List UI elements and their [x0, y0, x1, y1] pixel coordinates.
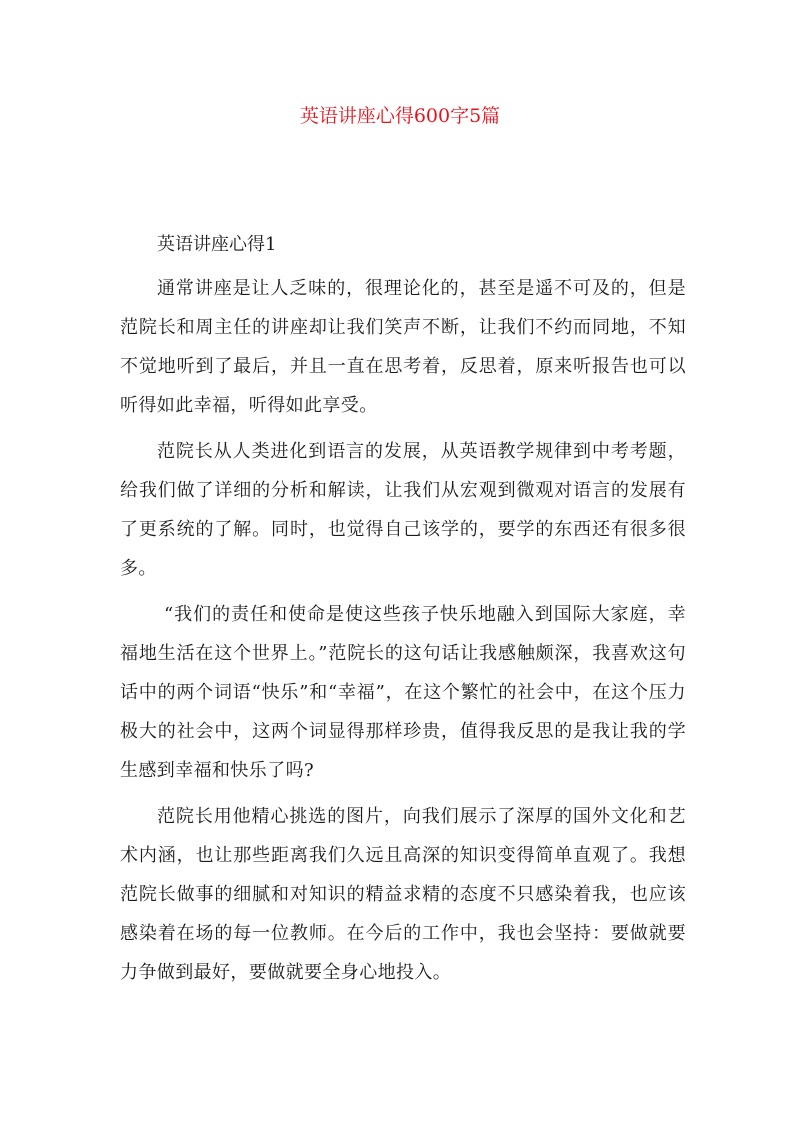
document-body — [120, 228, 686, 999]
paragraph-1: 通常讲座是让人乏味的，很理论化的，甚至是遥不可及的，但是范院长和周主任的讲座却让我们笑声不断，让我们不约而同地，不知不觉地听到了最后，并且一直在思考着，反思着，原来听报告也可以听得如此幸福，听得如此享受。 — [120, 278, 686, 416]
paragraph-2: 范院长从人类进化到语言的发展，从英语教学规律到中考考题，给我们做了详细的分析和解读，让我们从宏观到微观对语言的发展有了更系统的了解。同时，也觉得自己该学的，要学的东西还有很多很多。 — [120, 441, 686, 579]
section-heading: 英语讲座心得1 — [157, 234, 277, 255]
paragraph-3: “我们的责任和使命是使这些孩子快乐地融入到国际大家庭，幸福地生活在这个世界上。”范院长的这句话让我感触颇深，我喜欢这句话中的两个词语“快乐”和“幸福”，在这个繁忙的社会中，在这个压力极大的社会中，这两个词显得那样珍贵，值得我反思的是我让我的学生感到幸福和快乐了吗? — [120, 604, 686, 781]
document-title: 英语讲座心得600字5篇 — [299, 105, 501, 127]
paragraph-4: 范院长用他精心挑选的图片，向我们展示了深厚的国外文化和艺术内涵，也让那些距离我们久远且高深的知识变得简单直观了。我想范院长做事的细腻和对知识的精益求精的态度不只感染着我，也应该感染着在场的每一位教师。在今后的工作中，我也会坚持：要做就要力争做到最好，要做就要全身心地投入。 — [120, 806, 686, 983]
